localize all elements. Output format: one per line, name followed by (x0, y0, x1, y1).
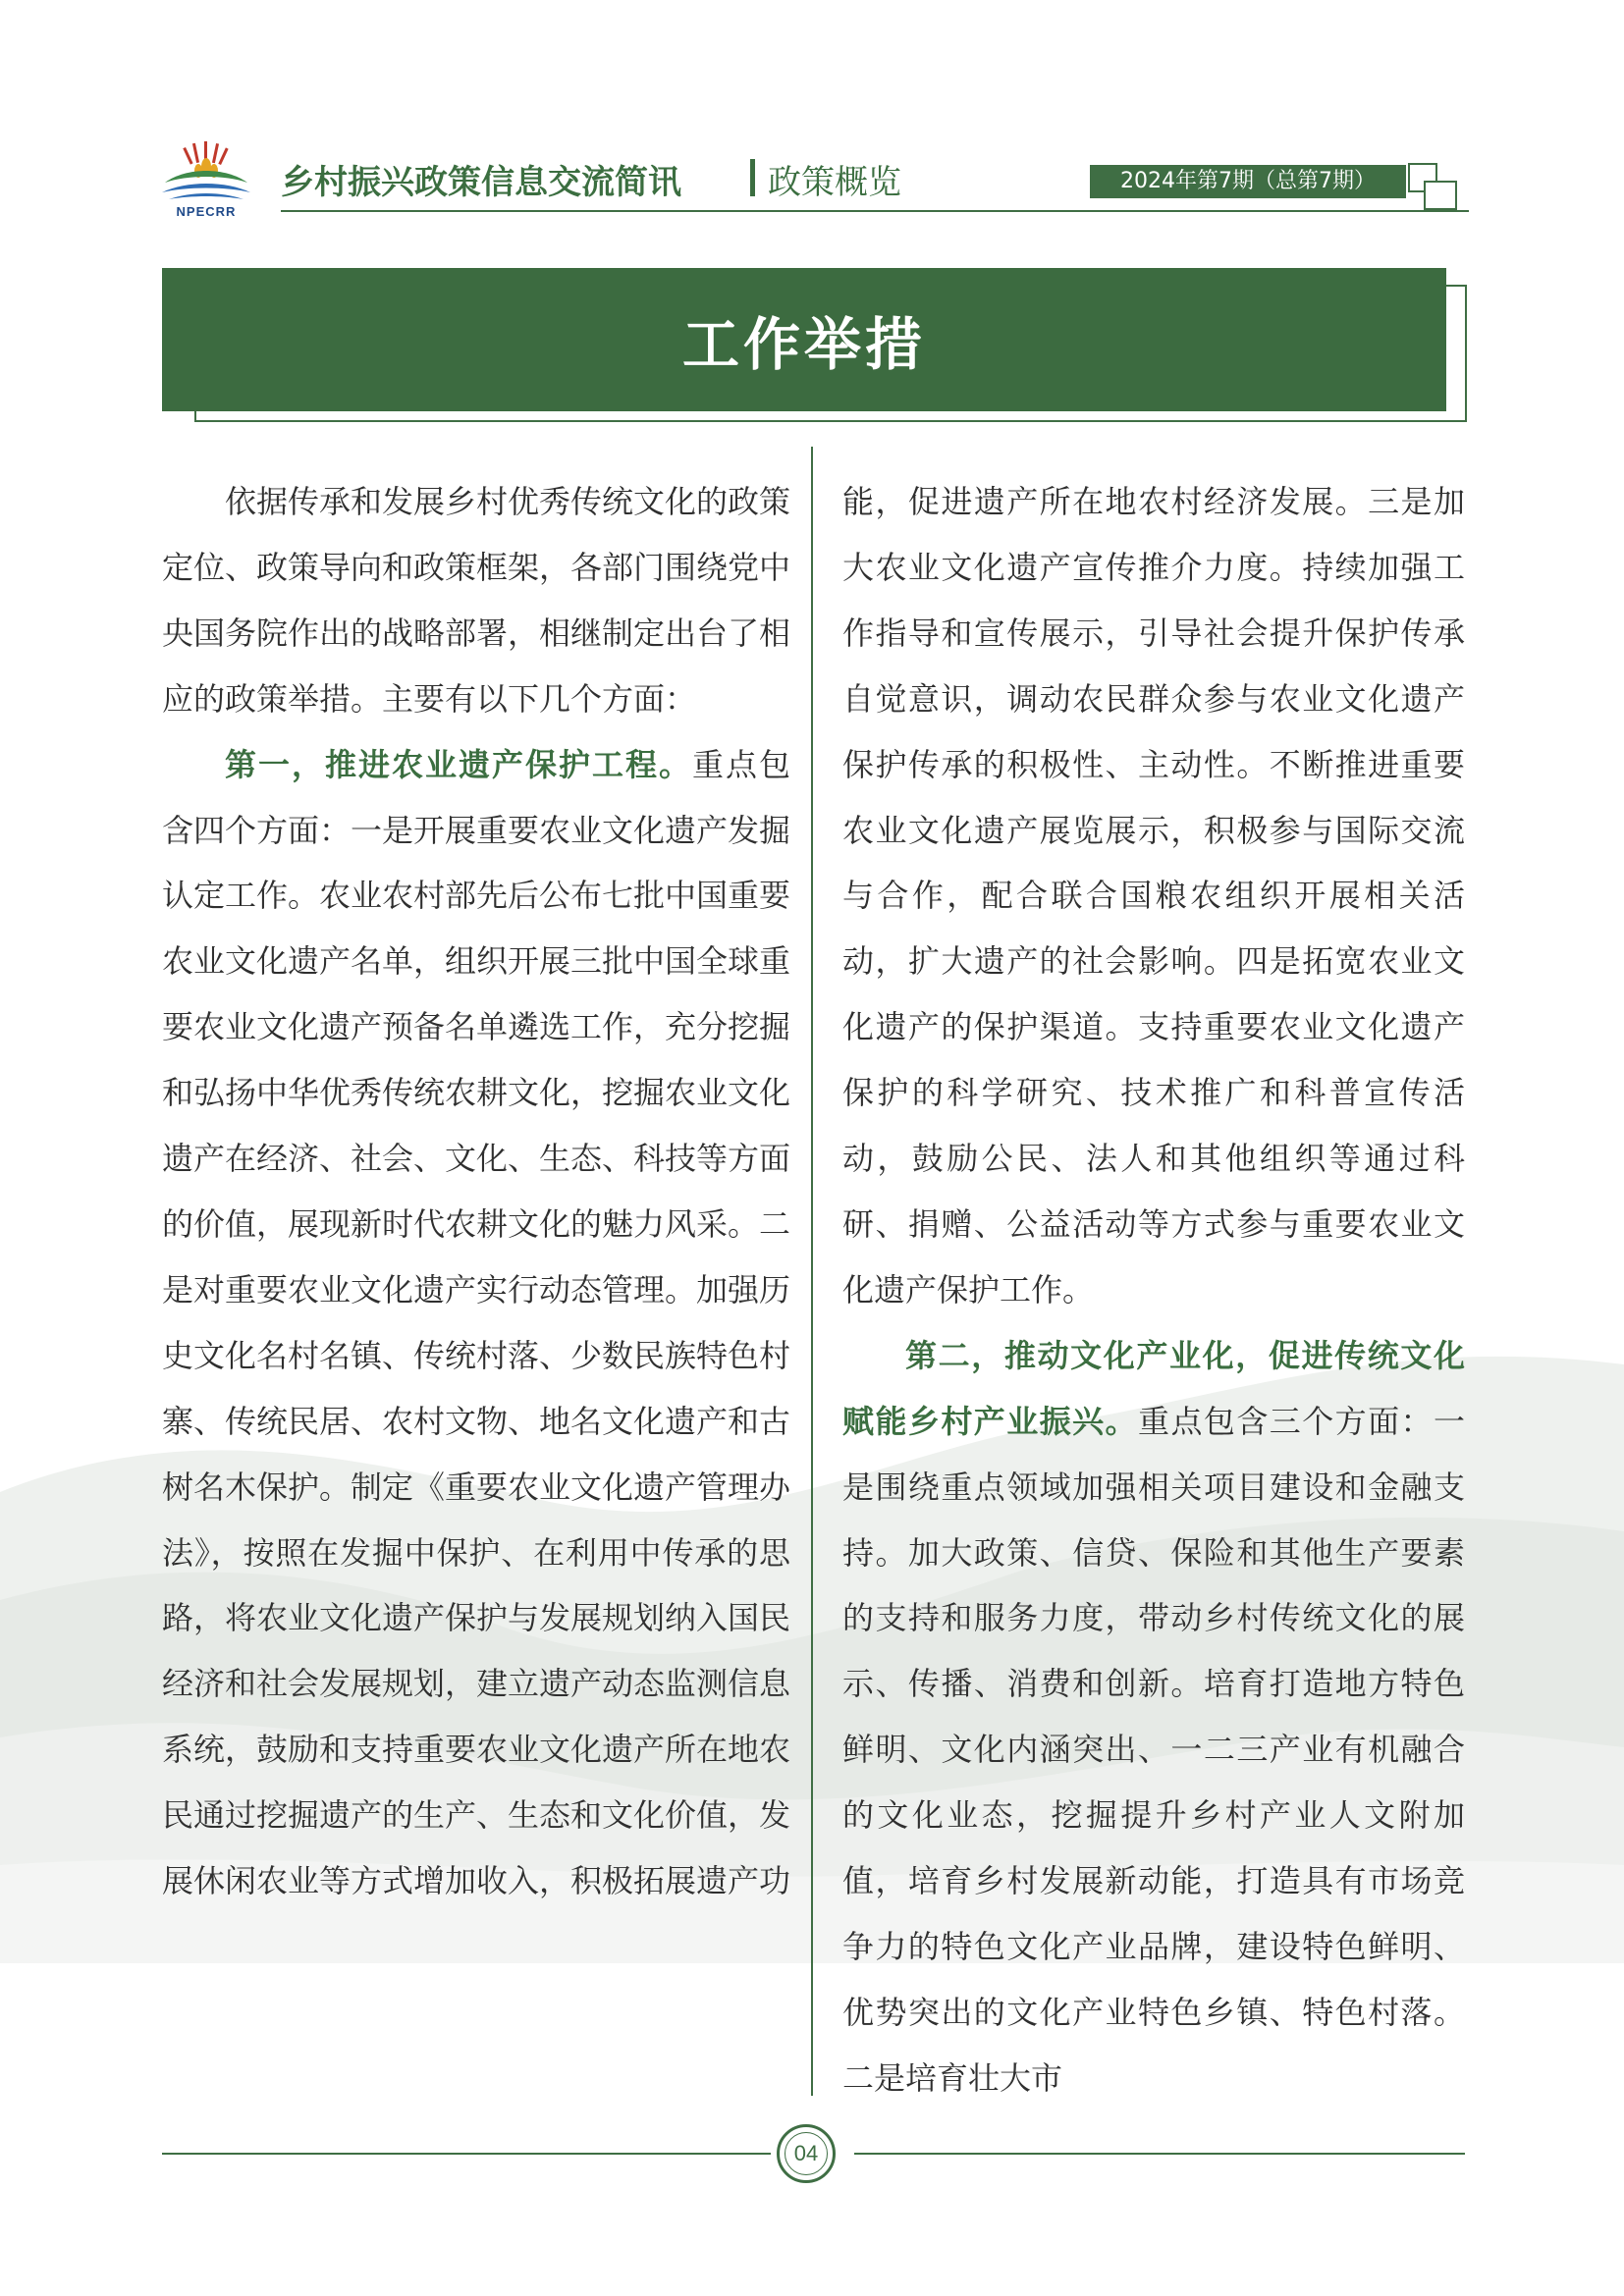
paragraph: 能，促进遗产所在地农村经济发展。三是加大农业文化遗产宣传推介力度。持续加强工作指导和宣传展示，引导社会提升保护传承自觉意识，调动农民群众参与农业文化遗产保护传承的积极性、主动性。不断推进重要农业文化遗产展览展示，积极参与国际交流与合作，配合联合国粮农组织开展相关活动，扩大遗产的社会影响。四是拓宽农业文化遗产的保护渠道。支持重要农业文化遗产保护的科学研究、技术推广和科普宣传活动，鼓励公民、法人和其他组织等通过科研、捐赠、公益活动等方式参与重要农业文化遗产保护工作。 (842, 483, 1465, 1308)
paragraph-lead: 第二，推动文化产业化，促进传统文化赋能乡村产业振兴。 (842, 1336, 1465, 1440)
footer-rule (162, 2153, 771, 2155)
issue-decoration-square (1424, 181, 1457, 210)
title-separator (750, 159, 755, 196)
column-divider (811, 447, 813, 2096)
left-column (162, 469, 790, 1914)
paragraph: 依据传承和发展乡村优秀传统文化的政策定位、政策导向和政策框架，各部门围绕党中央国务院作出的战略部署，相继制定出台了相应的政策举措。主要有以下几个方面： (162, 483, 791, 718)
paragraph-body: 重点包含三个方面：一是围绕重点领域加强相关项目建设和金融支持。加大政策、信贷、保险和其他生产要素的支持和服务力度，带动乡村传统文化的展示、传播、消费和创新。培育打造地方特色鲜明、文化内涵突出、一二三产业有机融合的文化业态，挖掘提升乡村产业人文附加值，培育乡村发展新动能，打造具有市场竞争力的特色文化产业品牌，建设特色鲜明、优势突出的文化产业特色乡镇、特色村落。二是培育壮大市 (842, 1402, 1465, 2097)
page-header (157, 137, 1473, 226)
section-banner (162, 268, 1446, 411)
logo-emblem-icon (157, 137, 255, 206)
paragraph (842, 1323, 1465, 2111)
page-number: 04 (785, 2132, 828, 2175)
logo-text: NPECRR (176, 204, 237, 219)
header-rule (281, 210, 1469, 212)
page-number-badge (777, 2124, 836, 2183)
issue-badge: 2024年第7期（总第7期） (1090, 165, 1406, 198)
section-name: 政策概览 (768, 163, 901, 202)
paragraph-body: 重点包含四个方面：一是开展重要农业文化遗产发掘认定工作。农业农村部先后公布七批中国重要农业文化遗产名单，组织开展三批中国全球重要农业文化遗产预备名单遴选工作，充分挖掘和弘扬中华优秀传统农耕文化，挖掘农业文化遗产在经济、社会、文化、生态、科技等方面的价值，展现新时代农耕文化的魅力风采。二是对重要农业文化遗产实行动态管理。加强历史文化名村名镇、传统村落、少数民族特色村寨、传统民居、农村文物、地名文化遗产和古树名木保护。制定《重要农业文化遗产管理办法》，按照在发掘中保护、在利用中传承的思路，将农业文化遗产保护与发展规划纳入国民经济和社会发展规划，建立遗产动态监测信息系统，鼓励和支持重要农业文化遗产所在地农民通过挖掘遗产的生产、生态和文化价值，发展休闲农业等方式增加收入，积极拓展遗产功 (162, 745, 791, 1900)
paragraph-lead: 第一，推进农业遗产保护工程。 (225, 745, 692, 783)
publication-title: 乡村振兴政策信息交流简讯 (281, 163, 681, 202)
right-column (842, 469, 1465, 2111)
paragraph (162, 732, 790, 1914)
footer-rule (854, 2153, 1465, 2155)
npecrr-logo (157, 137, 255, 226)
banner-title: 工作举措 (681, 311, 926, 378)
